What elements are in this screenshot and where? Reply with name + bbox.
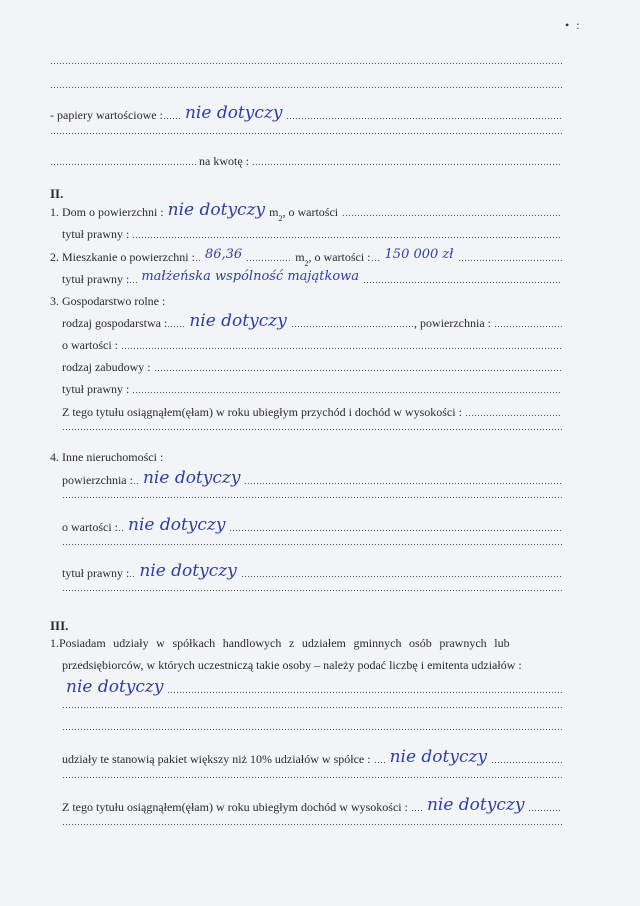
- udzialy-text-line2: [62, 658, 562, 672]
- blank-line: [50, 86, 562, 91]
- na-kwote-label: na kwotę :: [199, 154, 249, 168]
- udzialy-text-1: 1.Posiadam udziały w spółkach handlowych z udziałem gminnych osób prawnych lub: [50, 636, 510, 650]
- mieszkanie-tytul-label: tytuł prawny :: [62, 272, 130, 286]
- powierzchnia-label: , powierzchnia :: [414, 316, 491, 330]
- gosp-dochod-row: [62, 405, 562, 419]
- inne-row: [50, 450, 562, 464]
- udzialy-value-row: [62, 677, 562, 697]
- gosp-tytul-row: [62, 382, 562, 396]
- corner-mark: • :: [565, 18, 582, 32]
- blank-line: [62, 776, 562, 781]
- mieszkanie-row: 2. Mieszkanie o powierzchni : 86,36 m 2 , o wartości : 150 000 zł: [50, 250, 562, 264]
- dochod-row: [62, 795, 562, 815]
- inne-tytul-row: [62, 561, 562, 581]
- zabudowy-label: rodzaj zabudowy :: [62, 360, 151, 374]
- pakiet-value: nie dotyczy: [389, 747, 488, 767]
- inne-label: 4. Inne nieruchomości :: [50, 450, 164, 464]
- o-wartosci-row: [62, 338, 562, 352]
- blank-line: [62, 496, 562, 501]
- blank-line: [50, 62, 562, 67]
- gosp-tytul-label: tytuł prawny :: [62, 382, 130, 396]
- blank-line: [62, 728, 562, 733]
- dom-label: 1. Dom o powierzchni :: [50, 205, 164, 219]
- dochod-value: nie dotyczy: [426, 795, 525, 815]
- rodzaj-value: nie dotyczy: [189, 311, 287, 331]
- o-wartosci-label: o wartości :: [62, 338, 118, 352]
- pakiet-label: udziały te stanowią pakiet większy niż 10% udziałów w spółce :: [62, 752, 371, 766]
- dom-row: 1. Dom o powierzchni : nie dotyczy m 2 , o wartości: [50, 205, 562, 219]
- inne-tytul-value: nie dotyczy: [139, 561, 237, 581]
- blank-line: [62, 589, 562, 594]
- mieszkanie-wartosc: 150 000 zł: [384, 247, 454, 262]
- dom-value: nie dotyczy: [167, 200, 266, 220]
- inne-wart-value: nie dotyczy: [128, 515, 226, 535]
- gospodarstwo-label: 3. Gospodarstwo rolne :: [50, 294, 166, 308]
- blank-line: [62, 823, 562, 828]
- section-2-title: II.: [50, 186, 64, 201]
- gospodarstwo-row: [50, 294, 562, 308]
- inne-wart-label: o wartości :: [62, 520, 118, 534]
- dom-unit: m: [269, 205, 279, 219]
- zabudowy-row: [62, 360, 562, 374]
- inne-pow-row: [62, 468, 562, 488]
- blank-line: [62, 543, 562, 548]
- section-3-title: III.: [50, 618, 69, 633]
- udzialy-text-line1: [50, 636, 562, 650]
- dom-wartosc-label: , o wartości: [282, 205, 339, 219]
- mieszkanie-area: 86,36: [204, 247, 243, 262]
- rodzaj-label: rodzaj gospodarstwa :: [62, 316, 168, 330]
- blank-line: [50, 132, 562, 137]
- inne-wart-row: [62, 515, 562, 535]
- mieszkanie-unit: m: [295, 250, 305, 264]
- gosp-dochod-label: Z tego tytułu osiągnąłem(ęłam) w roku ubiegłym przychód i dochód w wysokości :: [62, 405, 462, 419]
- inne-pow-value: nie dotyczy: [142, 468, 241, 488]
- rodzaj-row: [62, 311, 562, 331]
- dom-tytul-label: tytuł prawny :: [62, 227, 130, 241]
- mieszkanie-wartosc-label: , o wartości :: [308, 250, 371, 264]
- udzialy-text-2: przedsiębiorców, w których uczestniczą takie osoby – należy podać liczbę i emitenta udziałów :: [62, 658, 522, 672]
- papiery-row: [50, 103, 562, 123]
- blank-line: [62, 706, 562, 711]
- udzialy-value: nie dotyczy: [66, 677, 164, 697]
- inne-tytul-label: tytuł prawny :: [62, 566, 130, 580]
- papiery-label: - papiery wartościowe :: [50, 108, 163, 122]
- papiery-value: nie dotyczy: [184, 103, 283, 123]
- mieszkanie-tytul-row: [62, 269, 562, 286]
- dochod-label: Z tego tytułu osiągnąłem(ęłam) w roku ubiegłym dochód w wysokości :: [62, 800, 408, 814]
- pakiet-row: [62, 747, 562, 767]
- blank-line: [62, 428, 562, 433]
- na-kwote-row: [50, 154, 562, 168]
- mieszkanie-tytul-value: małżeńska wspólność majątkowa: [141, 269, 360, 284]
- dom-tytul-row: [62, 227, 562, 241]
- inne-pow-label: powierzchnia :: [62, 473, 133, 487]
- mieszkanie-label: 2. Mieszkanie o powierzchni :: [50, 250, 195, 264]
